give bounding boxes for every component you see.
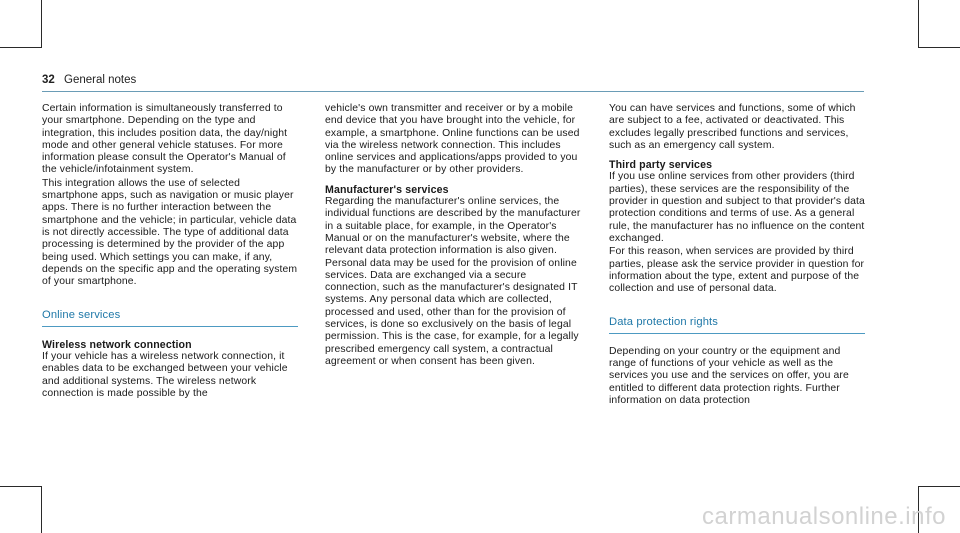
crop-mark xyxy=(0,47,42,48)
paragraph: vehicle's own transmitter and receiver or by a mobile end device that you have brought into the vehicle, for example, a smartphone. Online functions can be used via the wireless network connection. This includes online services and applications/apps provided to you by the manufacturer or by other providers. xyxy=(325,103,580,176)
header-rule xyxy=(42,91,864,92)
subheading-wireless-network: Wireless network connection xyxy=(42,338,192,351)
crop-mark xyxy=(918,0,919,48)
paragraph: This integration allows the use of selected smartphone apps, such as navigation or music player apps. There is no further interaction between the smartphone and the vehicle; in particular, vehicle data is not directly accessible. The type of additional data processing is determined by the provider of the app being used. Which settings you can make, if any, depends on the specific app and the operating system of your smartphone. xyxy=(42,177,298,288)
crop-mark xyxy=(41,0,42,48)
paragraph: If you use online services from other providers (third parties), these services are the responsibility of the provider in question and subject to that provider's data protection conditions and terms of use. As a general rule, the manufacturer has no influence on the content exchanged. xyxy=(609,171,865,244)
subheading-manufacturer-services: Manufacturer's services xyxy=(325,183,449,196)
section-heading-online-services: Online services xyxy=(42,309,298,326)
paragraph: Regarding the manufacturer's online services, the individual functions are described by the manufacturer in a suitable place, for example, in the Operator's Manual or on the manufacturer's website, where the relevant data protection information is also given. Personal data may be used for the provision of online services. Data are exchanged via a secure connection, such as the manufacturer's designated IT systems. Any personal data which are collected, processed and used, other than for the provision of services, is done so exclusively on the basis of legal permission. This is the case, for example, for a legally prescribed emergency call system, a contractual agreement or when consent has been given. xyxy=(325,196,581,367)
paragraph: You can have services and functions, some of which are subject to a fee, activated or deactivated. This excludes legally prescribed functions and services, such as an emergency call system. xyxy=(609,103,856,151)
crop-mark xyxy=(918,486,960,487)
paragraph: If your vehicle has a wireless network connection, it enables data to be exchanged between your vehicle and additional systems. The wireless network connection is made possible by the xyxy=(42,351,288,399)
column-left xyxy=(42,103,298,400)
paragraph: Depending on your country or the equipment and range of functions of your vehicle as well as the services you use and the services on offer, you are entitled to different data protection rights. Further information on data protection xyxy=(609,345,849,406)
paragraph: For this reason, when services are provided by third parties, please ask the service provider in question for information about the type, extent and purpose of the collection and use of personal data. xyxy=(609,246,865,295)
crop-mark xyxy=(0,486,42,487)
column-middle xyxy=(325,103,581,368)
crop-mark xyxy=(918,47,960,48)
section-title: General notes xyxy=(64,74,137,86)
subheading-third-party-services: Third party services xyxy=(609,159,713,172)
page-number: 32 xyxy=(42,74,55,86)
paragraph: Certain information is simultaneously transferred to your smartphone. Depending on the type and integration, this includes position data, the day/night mode and other general vehicle statuses. For more information please consult the Operator's Manual of the vehicle/infotainment system. xyxy=(42,103,288,176)
watermark-text: carmanualsonline.info xyxy=(702,503,946,530)
section-heading-data-protection-rights: Data protection rights xyxy=(609,316,865,333)
column-right xyxy=(609,103,865,407)
page-header xyxy=(42,74,136,86)
crop-mark xyxy=(41,486,42,533)
